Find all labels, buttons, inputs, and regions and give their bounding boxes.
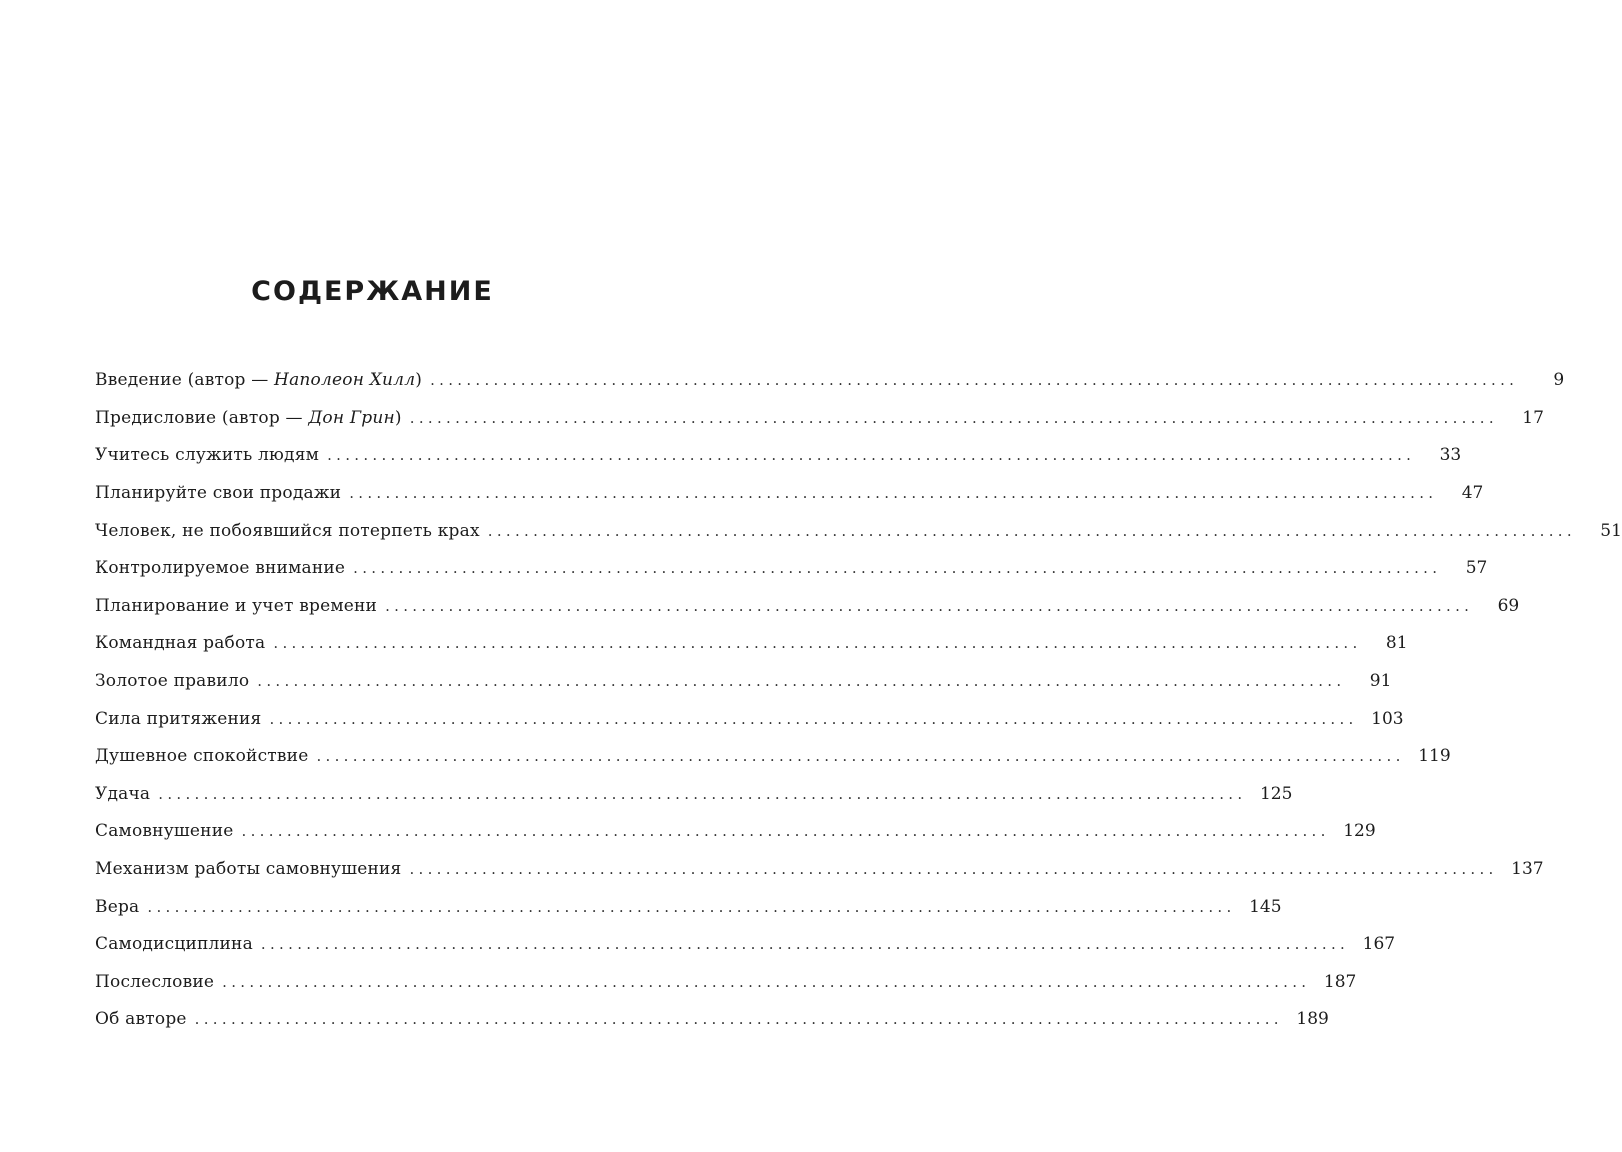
toc-entry-title: Командная работа: [95, 633, 266, 654]
toc-entry-author: Наполеон Хилл: [274, 370, 416, 391]
toc-entry-page: 129: [1343, 821, 1376, 842]
toc-entry: [95, 400, 1544, 438]
toc-entry: [95, 588, 1520, 626]
dot-leader: ........................................................................................................................: [385, 596, 1474, 615]
dot-leader: ........................................................................................................................: [222, 972, 1311, 991]
toc-entry-page: 145: [1249, 896, 1282, 917]
dot-leader: ........................................................................................................................: [273, 634, 1362, 653]
toc-entry-title: Контролируемое внимание: [95, 558, 346, 579]
toc-entry-page: 187: [1323, 971, 1357, 992]
toc-entry-page: 17: [1522, 407, 1544, 428]
toc-entry-page: 189: [1296, 1009, 1329, 1030]
toc-entry-title: Душевное спокойствие: [95, 746, 309, 767]
toc-entry-title: Учитесь служить людям: [95, 445, 320, 466]
dot-leader: ........................................................................................................................: [194, 1010, 1283, 1029]
toc-entry: [95, 964, 1357, 1002]
dot-leader: ........................................................................................................................: [349, 484, 1438, 503]
toc-entry-page: 137: [1511, 859, 1544, 880]
dot-leader: ........................................................................................................................: [241, 822, 1330, 841]
toc-entry: [95, 512, 1622, 550]
toc-entry: [95, 475, 1484, 513]
toc-entry: [95, 625, 1408, 663]
toc-entry-page: 91: [1369, 671, 1392, 692]
toc-entry-title: Механизм работы самовнушения: [95, 859, 402, 880]
dot-leader: ........................................................................................................................: [353, 559, 1442, 578]
toc-entry-title: Планирование и учет времени: [95, 595, 378, 616]
toc-entry: [95, 926, 1396, 964]
dot-leader: ........................................................................................................................: [316, 747, 1405, 766]
toc-entry-page: 119: [1418, 746, 1451, 767]
toc-entry-page: 69: [1497, 595, 1520, 616]
toc-entry-author: Дон Грин: [308, 407, 395, 428]
toc-entry-page: 47: [1461, 483, 1484, 504]
toc-entry: [95, 888, 1282, 926]
dot-leader: ........................................................................................................................: [430, 371, 1519, 390]
toc-entry-title: Самодисциплина: [95, 934, 253, 955]
toc-entry-title: Вера: [95, 896, 140, 917]
toc-entry: [95, 813, 1376, 851]
dot-leader: ........................................................................................................................: [487, 521, 1576, 540]
dot-leader: ........................................................................................................................: [409, 408, 1498, 427]
toc-entry: [95, 437, 1462, 475]
toc-entry-title: Сила притяжения: [95, 708, 262, 729]
page-title: СОДЕРЖАНИЕ: [251, 276, 494, 307]
dot-leader: ........................................................................................................................: [260, 935, 1350, 954]
dot-leader: ........................................................................................................................: [147, 897, 1236, 916]
toc-entry-title: Человек, не побоявшийся потерпеть крах: [95, 520, 480, 541]
toc-entry-page: 125: [1259, 783, 1293, 804]
toc-entry: [95, 1001, 1329, 1039]
toc-entry-page: 167: [1362, 934, 1396, 955]
toc-entry-title: Планируйте свои продажи: [95, 483, 342, 504]
toc-entry-title: Послесловие: [95, 971, 215, 992]
toc-entry-title: Введение (автор — Наполеон Хилл): [95, 370, 423, 391]
toc-entry: [95, 663, 1392, 701]
toc-entry-page: 51: [1600, 520, 1622, 541]
toc-list: [95, 362, 1622, 1039]
toc-entry-page: 57: [1465, 558, 1488, 579]
toc-entry-page: 33: [1439, 445, 1462, 466]
toc-entry: [95, 851, 1544, 889]
toc-entry: [95, 362, 1565, 400]
toc-entry-title: Предисловие (автор — Дон Грин): [95, 407, 402, 428]
toc-entry-page: 103: [1371, 708, 1404, 729]
toc-entry: [95, 776, 1293, 814]
dot-leader: ........................................................................................................................: [409, 860, 1498, 879]
toc-entry-title: Удача: [95, 783, 151, 804]
dot-leader: ........................................................................................................................: [327, 446, 1416, 465]
toc-entry-title: Об авторе: [95, 1009, 187, 1030]
dot-leader: ........................................................................................................................: [158, 784, 1247, 803]
toc-entry: [95, 738, 1451, 776]
dot-leader: ........................................................................................................................: [269, 709, 1358, 728]
toc-entry-page: 81: [1385, 633, 1408, 654]
toc-entry: [95, 550, 1488, 588]
toc-entry-page: 9: [1553, 370, 1565, 391]
dot-leader: ........................................................................................................................: [257, 672, 1346, 691]
toc-entry-title: Самовнушение: [95, 821, 234, 842]
toc-entry-title: Золотое правило: [95, 671, 250, 692]
toc-entry: [95, 700, 1404, 738]
